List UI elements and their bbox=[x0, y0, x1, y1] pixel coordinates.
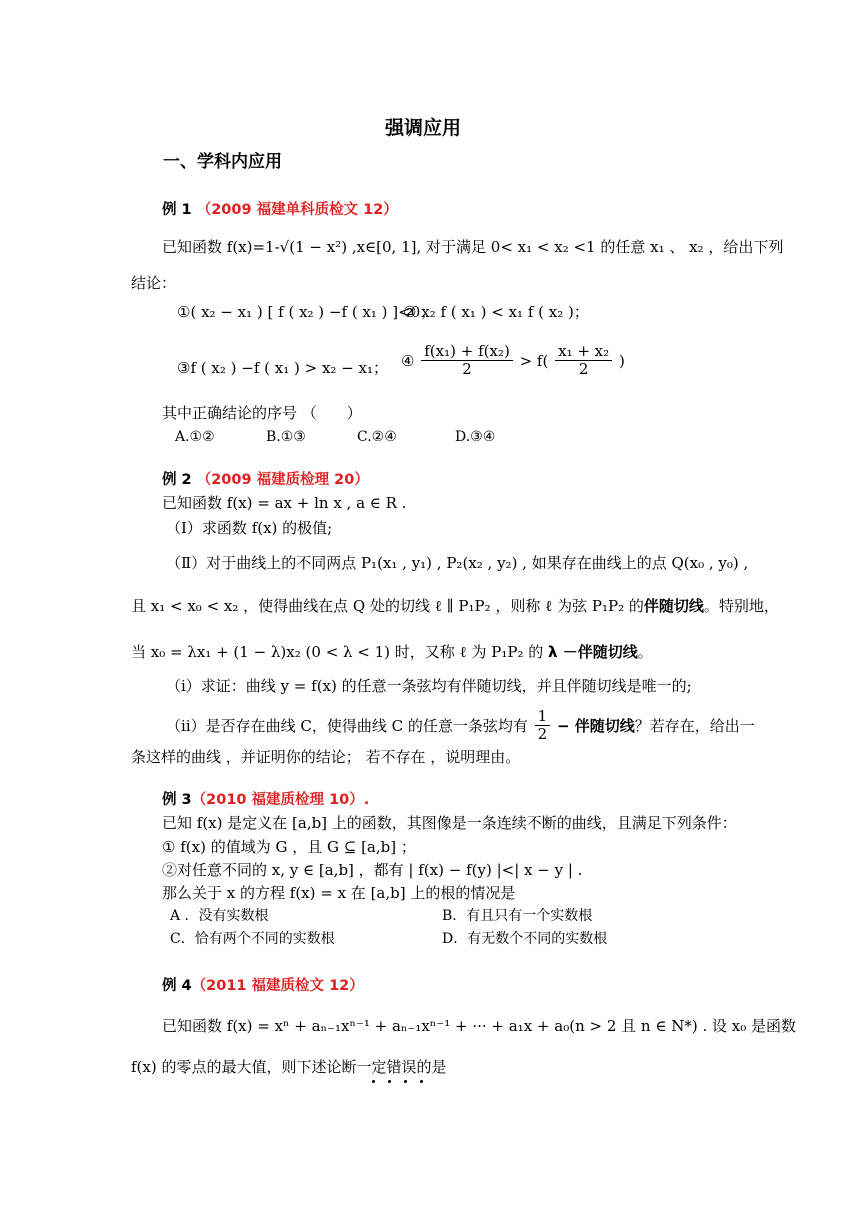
section-heading: 一、学科内应用 bbox=[163, 152, 282, 172]
example-2-line1: 已知函数 f(x) = ax + ln x , a ∈ R . bbox=[162, 494, 407, 512]
example-2-line5-text: 当 x₀ = λx₁ + (1 − λ)x₂ (0 < λ < 1) 时，又称 ℓ 为 P₁P₂ 的 bbox=[131, 643, 549, 661]
option-c: C．恰有两个不同的实数根 bbox=[170, 931, 335, 947]
example-1-statement-line2: 结论： bbox=[131, 274, 177, 292]
fraction-left-denominator: 2 bbox=[462, 360, 472, 379]
example-2-line7-text: （ⅱ）是否存在曲线 C，使得曲线 C 的任意一条弦均有 bbox=[166, 716, 528, 735]
example-3-line3: ②对任意不同的 x, y ∈ [a,b] ，都有 | f(x) − f(y) |<| x − y | . bbox=[162, 861, 583, 879]
option-d: D.③④ bbox=[455, 429, 496, 445]
example-2-line2: （Ⅰ）求函数 f(x) 的极值; bbox=[166, 519, 333, 537]
fraction-right-numerator: x₁ + x₂ bbox=[555, 343, 612, 361]
example-2-line8: 条这样的曲线 ，并证明你的结论； 若不存在 ，说明理由。 bbox=[131, 748, 521, 766]
example-1-question: 其中正确结论的序号 （ ） bbox=[162, 404, 362, 422]
example-label: 例 2 bbox=[162, 472, 192, 488]
example-3-heading bbox=[162, 792, 369, 809]
conclusion-4-end: ) bbox=[618, 351, 625, 370]
term-half-companion-tangent: − 伴随切线 bbox=[556, 716, 635, 735]
fraction-right bbox=[555, 343, 612, 379]
example-source: （2009 福建单科质检文 12） bbox=[196, 202, 398, 218]
option-b: B．有且只有一个实数根 bbox=[442, 908, 593, 924]
example-source: （2011 福建质检文 12） bbox=[191, 978, 364, 994]
example-2-line4-end: 。特别地， bbox=[703, 597, 779, 615]
example-2-heading bbox=[162, 472, 369, 489]
example-2-line7-end: ？若存在，给出一 bbox=[634, 716, 755, 735]
example-label: 例 1 bbox=[162, 202, 192, 218]
fraction-left bbox=[421, 343, 513, 379]
emphasis-dot bbox=[420, 1080, 423, 1083]
example-2-line6: （ⅰ）求证：曲线 y = f(x) 的任意一条弦均有伴随切线，并且伴随切线是唯一的; bbox=[166, 677, 692, 695]
example-source: （2009 福建质检理 20） bbox=[196, 472, 369, 488]
example-label: 例 4 bbox=[162, 978, 192, 994]
conclusion-4 bbox=[401, 343, 625, 379]
example-2-line4-text: 且 x₁ < x₀ < x₂ ，使得曲线在点 Q 处的切线 ℓ ∥ P₁P₂ ，则称 ℓ 为弦 P₁P₂ 的 bbox=[131, 597, 644, 615]
example-2-line7 bbox=[166, 708, 755, 744]
fraction-left-numerator: f(x₁) + f(x₂) bbox=[421, 343, 513, 361]
page-title: 强调应用 bbox=[385, 117, 462, 139]
example-source: （2010 福建质检理 10）. bbox=[191, 792, 370, 808]
option-b: B.①③ bbox=[266, 429, 306, 445]
example-4-line2: f(x) 的零点的最大值，则下述论断一定错误的是 bbox=[131, 1058, 447, 1076]
emphasis-dot bbox=[372, 1080, 375, 1083]
term-companion-tangent: 伴随切线 bbox=[643, 597, 704, 615]
option-a: A ．没有实数根 bbox=[170, 908, 269, 924]
fraction-right-denominator: 2 bbox=[578, 360, 589, 379]
fraction-half-numerator: 1 bbox=[535, 708, 551, 726]
example-4-heading bbox=[162, 978, 364, 995]
emphasis-dot bbox=[404, 1080, 407, 1083]
conclusion-3: ③f ( x₂ ) −f ( x₁ ) > x₂ − x₁； bbox=[177, 359, 389, 377]
example-3-line4: 那么关于 x 的方程 f(x) = x 在 [a,b] 上的根的情况是 bbox=[162, 884, 516, 902]
conclusion-4-middle: > f( bbox=[519, 351, 549, 370]
example-2-line3: （Ⅱ）对于曲线上的不同两点 P₁(x₁ , y₁) , P₂(x₂ , y₂) , 如果存在曲线上的点 Q(x₀ , y₀) , bbox=[166, 554, 749, 572]
example-2-line5 bbox=[131, 643, 653, 661]
option-c: C.②④ bbox=[357, 429, 397, 445]
term-lambda-companion-tangent: λ －伴随切线 bbox=[548, 643, 638, 661]
conclusion-4-prefix: ④ bbox=[401, 351, 415, 370]
fraction-half bbox=[535, 708, 551, 744]
example-3-line1: 已知 f(x) 是定义在 [a,b] 上的函数，其图像是一条连续不断的曲线，且满足下列条件： bbox=[162, 814, 737, 832]
example-1-heading bbox=[162, 202, 398, 219]
fraction-half-denominator: 2 bbox=[537, 725, 548, 744]
example-2-line5-end: 。 bbox=[637, 643, 653, 661]
emphasis-dot bbox=[388, 1080, 391, 1083]
option-d: D．有无数个不同的实数根 bbox=[442, 931, 608, 947]
option-a: A.①② bbox=[175, 429, 215, 445]
example-3-line2: ① f(x) 的值域为 G ，且 G ⊆ [a,b] ； bbox=[162, 838, 416, 856]
example-1-statement-line1: 已知函数 f(x)=1-√(1 − x²) ,x∈[0, 1], 对于满足 0< x₁ < x₂ <1 的任意 x₁ 、 x₂ ，给出下列 bbox=[162, 238, 784, 256]
example-2-line4 bbox=[131, 597, 779, 615]
example-4-line1: 已知函数 f(x) = xⁿ + aₙ₋₁xⁿ⁻¹ + aₙ₋₁xⁿ⁻¹ + ··· + a₁x + a₀(n > 2 且 n ∈ N*) . 设 x₀ 是函数 bbox=[162, 1017, 797, 1035]
example-label: 例 3 bbox=[162, 792, 192, 808]
conclusion-2: ② x₂ f ( x₁ ) < x₁ f ( x₂ )； bbox=[403, 303, 589, 321]
conclusion-1: ①( x₂ − x₁ ) [ f ( x₂ ) −f ( x₁ ) ]<0； bbox=[177, 303, 436, 321]
